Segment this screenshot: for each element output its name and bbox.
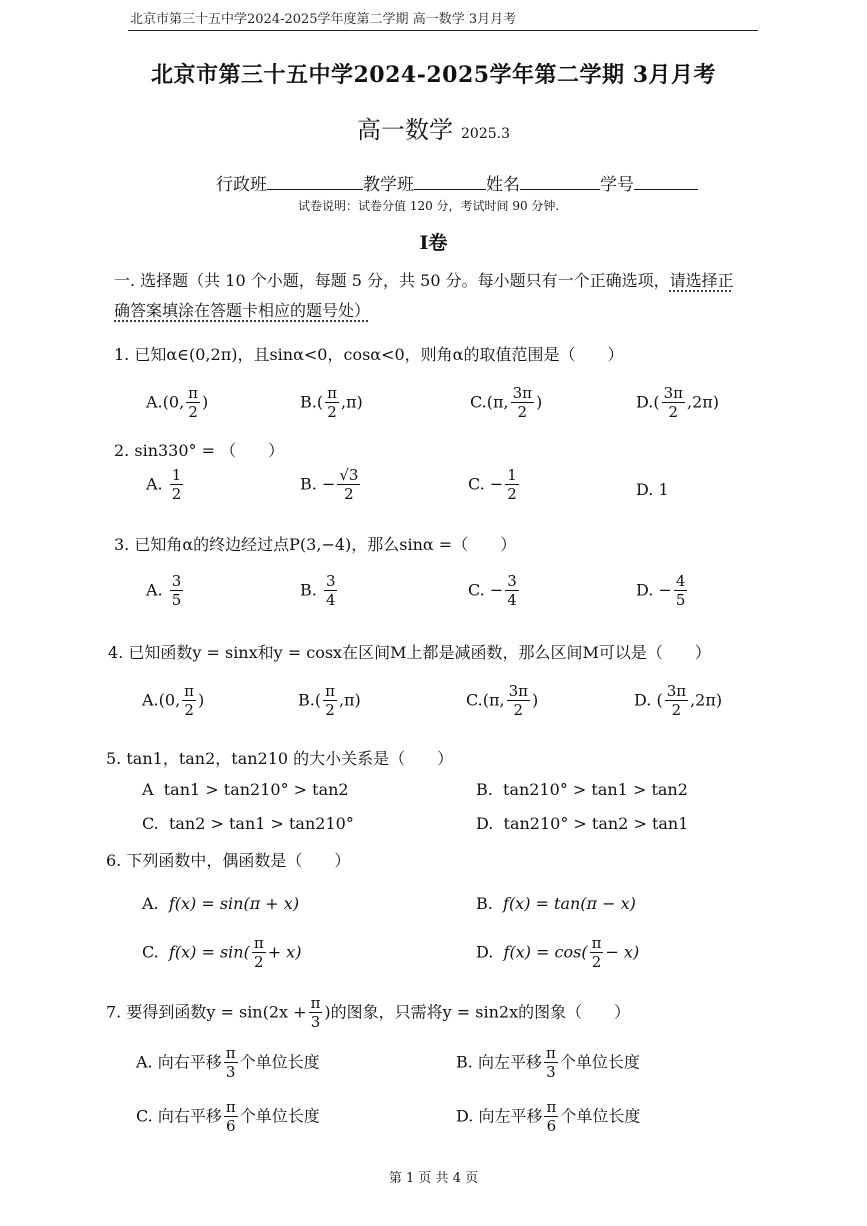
question-number: 6.	[106, 851, 122, 870]
option-text: ,π)	[340, 392, 363, 412]
fraction	[170, 468, 184, 502]
question-stem: 已知α∈(0,2π)，且sinα<0，cosα<0，则角α的取值范围是（ ）	[134, 345, 624, 364]
exam-subtitle	[0, 110, 867, 145]
q2-option-a[interactable]	[146, 468, 185, 502]
field-label-teaching-class: 教学班	[363, 175, 414, 195]
fraction	[505, 574, 519, 608]
option-text: + x)	[267, 942, 302, 962]
denominator: 2	[671, 701, 682, 719]
denominator: 5	[675, 591, 686, 609]
numerator: 3π	[666, 682, 687, 700]
option-label: D.	[634, 690, 652, 710]
field-label-student-id: 学号	[600, 175, 634, 195]
option-text: 个单位长度	[239, 1052, 320, 1072]
question-4	[108, 640, 711, 663]
numerator: π	[225, 1044, 236, 1062]
fraction	[674, 574, 688, 608]
q2-option-d[interactable]	[636, 480, 669, 499]
header-rule	[128, 30, 758, 31]
option-text: −	[658, 580, 672, 600]
denominator: 3	[225, 1063, 236, 1081]
volume-heading: I卷	[419, 232, 448, 254]
option-label: B.	[298, 690, 315, 710]
option-text: 1	[658, 480, 669, 499]
option-text: )	[202, 392, 209, 412]
option-text: 个单位长度	[239, 1106, 320, 1126]
fraction	[224, 1046, 238, 1080]
option-label: C.	[136, 1106, 153, 1126]
denominator: 2	[325, 701, 335, 719]
numerator: π	[253, 934, 264, 952]
option-label: B.	[300, 392, 317, 412]
option-label: D.	[636, 580, 654, 600]
denominator: 2	[507, 485, 517, 503]
option-text: (π,	[486, 392, 509, 412]
option-text: ,π)	[338, 690, 361, 710]
option-text: (	[656, 690, 663, 710]
q5-option-c[interactable]	[142, 814, 354, 833]
section-instructions-emphasis: 请选择正	[669, 271, 734, 290]
option-text: )	[536, 392, 543, 412]
section-instructions-line2: 确答案填涂在答题卡相应的题号处）	[114, 301, 371, 320]
q3-option-a[interactable]	[146, 574, 185, 608]
q6-option-c[interactable]	[142, 936, 301, 970]
question-stem: 已知角α的终边经过点P(3,−4)，那么sinα =（ ）	[134, 535, 517, 554]
option-label: D.	[456, 1106, 474, 1126]
option-label: C.	[470, 392, 487, 412]
question-7	[106, 996, 630, 1030]
question-stem: 已知函数y = sinx和y = cosx在区间M上都是减函数，那么区间M可以是（ ）	[128, 643, 711, 662]
option-text: 个单位长度	[559, 1052, 640, 1072]
option-label: C.	[468, 580, 485, 600]
option-label: B.	[300, 580, 317, 600]
option-text: (0,	[162, 392, 185, 412]
option-label: A.	[142, 690, 159, 710]
option-text: 向右平移	[157, 1106, 222, 1126]
option-text: −	[489, 474, 504, 494]
question-number: 4.	[108, 643, 124, 662]
numerator: π	[225, 1098, 236, 1116]
student-id-blank[interactable]	[634, 173, 698, 190]
numerator: π	[184, 682, 195, 700]
running-header: 北京市第三十五中学2024-2025学年度第二学期 高一数学 3月月考	[130, 12, 517, 27]
numerator: 1	[171, 466, 182, 484]
question-stem: )的图象，只需将y = sin2x的图象（ ）	[324, 1002, 631, 1022]
q4-option-d[interactable]	[634, 684, 722, 718]
option-text: (0,	[158, 690, 181, 710]
option-text: f(x) = tan(π − x)	[503, 894, 636, 913]
q3-option-c[interactable]	[468, 574, 521, 608]
numerator: π	[188, 384, 199, 402]
fraction	[505, 468, 519, 502]
fraction	[252, 936, 266, 970]
numerator: 3	[507, 572, 517, 590]
question-stem: 下列函数中，偶函数是（ ）	[126, 851, 351, 870]
numerator: 1	[507, 466, 517, 484]
q7-option-c[interactable]	[136, 1100, 320, 1134]
numerator: π	[545, 1044, 556, 1062]
fraction	[507, 684, 530, 718]
denominator: 6	[546, 1117, 557, 1135]
q2-option-b[interactable]	[300, 468, 362, 502]
option-text: −	[321, 474, 336, 494]
question-stem: sin330° = （ ）	[134, 441, 285, 460]
q4-option-a[interactable]	[142, 684, 204, 718]
numerator: π	[310, 994, 321, 1012]
student-info-fields	[216, 170, 698, 195]
option-label: D.	[476, 814, 494, 833]
numerator: 3π	[508, 682, 529, 700]
option-text: ,2π)	[687, 392, 720, 412]
fraction	[544, 1100, 558, 1134]
subject: 高一数学	[357, 116, 453, 144]
denominator: 2	[513, 701, 524, 719]
q1-option-b[interactable]	[300, 386, 363, 420]
numerator: √3	[339, 466, 359, 484]
option-text: tan1 > tan210° > tan2	[163, 780, 349, 799]
option-label: B.	[456, 1052, 473, 1072]
option-label: A.	[146, 474, 163, 494]
numerator: 3π	[663, 384, 683, 402]
denominator: 3	[546, 1063, 556, 1081]
option-label: D.	[476, 942, 494, 962]
fraction	[590, 936, 604, 970]
question-number: 5.	[106, 749, 122, 768]
option-text: ,2π)	[690, 690, 723, 710]
denominator: 2	[668, 403, 679, 421]
numerator: π	[546, 1098, 557, 1116]
exam-date: 2025.3	[461, 126, 510, 142]
fraction	[323, 684, 337, 718]
numerator: 4	[675, 572, 686, 590]
fraction	[309, 996, 323, 1030]
option-text: (π,	[482, 690, 505, 710]
option-label: B.	[300, 474, 317, 494]
exam-title: 北京市第三十五中学2024-2025学年第二学期 3月月考	[150, 62, 717, 88]
option-label: C.	[466, 690, 483, 710]
q1-option-d[interactable]	[636, 386, 719, 420]
name-blank[interactable]	[520, 173, 600, 190]
option-label: C.	[468, 474, 485, 494]
question-1	[114, 342, 623, 365]
q2-option-c[interactable]	[468, 468, 521, 502]
denominator: 3	[310, 1013, 321, 1031]
teaching-class-blank[interactable]	[414, 173, 486, 190]
q4-option-c[interactable]	[466, 684, 538, 718]
denominator: 2	[253, 953, 264, 971]
numerator: π	[591, 934, 602, 952]
denominator: 2	[517, 403, 528, 421]
q3-option-b[interactable]	[300, 574, 339, 608]
page-footer: 第 1 页 共 4 页	[388, 1171, 479, 1186]
option-text: f(x) = cos(	[503, 942, 588, 962]
fraction	[224, 1100, 238, 1134]
option-text: f(x) = sin(	[168, 942, 250, 962]
fraction	[186, 386, 200, 420]
fraction	[662, 386, 685, 420]
option-label: A.	[142, 894, 159, 913]
denominator: 2	[344, 485, 354, 503]
fraction	[324, 574, 338, 608]
q5-option-a[interactable]	[142, 780, 349, 799]
fraction	[170, 574, 184, 608]
fraction	[325, 386, 339, 420]
option-text: )	[198, 690, 205, 710]
denominator: 2	[188, 403, 198, 421]
option-text: f(x) = sin(π + x)	[168, 894, 300, 913]
q6-option-d[interactable]	[476, 936, 639, 970]
question-number: 3.	[114, 535, 130, 554]
denominator: 4	[325, 591, 336, 609]
option-text: tan2 > tan1 > tan210°	[168, 814, 354, 833]
question-stem: 要得到函数y = sin(2x +	[126, 1002, 307, 1022]
exam-note: 试卷说明：试卷分值 120 分，考试时间 90 分钟.	[298, 199, 560, 213]
option-label: C.	[142, 814, 159, 833]
option-text: −	[489, 580, 504, 600]
q4-option-b[interactable]	[298, 684, 361, 718]
question-number: 2.	[114, 441, 130, 460]
option-text: tan210° > tan1 > tan2	[503, 780, 688, 799]
option-label: A.	[136, 1052, 153, 1072]
q7-option-d[interactable]	[456, 1100, 640, 1134]
q6-option-b[interactable]	[476, 894, 636, 913]
option-text: 向左平移	[478, 1106, 543, 1126]
option-text: (	[314, 690, 322, 710]
numerator: π	[327, 384, 337, 402]
fraction	[544, 1046, 558, 1080]
denominator: 5	[171, 591, 182, 609]
option-text: 个单位长度	[560, 1106, 641, 1126]
fraction	[511, 386, 534, 420]
option-label: C.	[142, 942, 159, 962]
denominator: 2	[184, 701, 194, 719]
question-number: 7.	[106, 1002, 122, 1022]
denominator: 2	[327, 403, 337, 421]
option-label: B.	[476, 780, 493, 799]
question-number: 1.	[114, 345, 130, 364]
numerator: 3π	[512, 384, 533, 402]
section-instructions-text: 一. 选择题（共 10 个小题，每题 5 分，共 50 分。每小题只有一个正确选项，	[114, 271, 670, 290]
option-text: )	[532, 690, 539, 710]
denominator: 6	[226, 1117, 236, 1135]
option-label: A.	[146, 580, 163, 600]
fraction	[337, 468, 360, 502]
option-text: tan210° > tan2 > tan1	[503, 814, 689, 833]
numerator: π	[325, 682, 335, 700]
admin-class-blank[interactable]	[267, 173, 363, 190]
fraction	[665, 684, 688, 718]
question-3	[114, 532, 516, 555]
question-2	[114, 438, 284, 461]
q7-option-b[interactable]	[456, 1046, 640, 1080]
q6-option-a[interactable]	[142, 894, 299, 913]
q3-option-d[interactable]	[636, 574, 689, 608]
denominator: 2	[171, 485, 182, 503]
option-text: (	[653, 392, 660, 412]
q1-option-a[interactable]	[146, 386, 208, 420]
option-label: A.	[146, 392, 163, 412]
q1-option-c[interactable]	[470, 386, 542, 420]
option-label: D.	[636, 480, 654, 499]
option-text: 向右平移	[157, 1052, 222, 1072]
option-text: 向左平移	[477, 1052, 542, 1072]
option-label: B.	[476, 894, 493, 913]
option-label: A	[142, 780, 154, 799]
option-text: (	[316, 392, 324, 412]
numerator: 3	[171, 572, 182, 590]
question-stem: tan1，tan2，tan210 的大小关系是（ ）	[126, 749, 454, 768]
denominator: 2	[591, 953, 602, 971]
option-label: D.	[636, 392, 654, 412]
fraction	[182, 684, 196, 718]
question-5	[106, 746, 453, 769]
numerator: 3	[325, 572, 336, 590]
option-text: − x)	[605, 942, 640, 962]
q7-option-a[interactable]	[136, 1046, 320, 1080]
q5-option-d[interactable]	[476, 814, 688, 833]
field-label-admin-class: 行政班	[216, 175, 267, 195]
denominator: 4	[507, 591, 517, 609]
q5-option-b[interactable]	[476, 780, 688, 799]
field-label-name: 姓名	[486, 175, 520, 195]
section-instructions-line1	[114, 268, 734, 291]
question-6	[106, 848, 350, 871]
